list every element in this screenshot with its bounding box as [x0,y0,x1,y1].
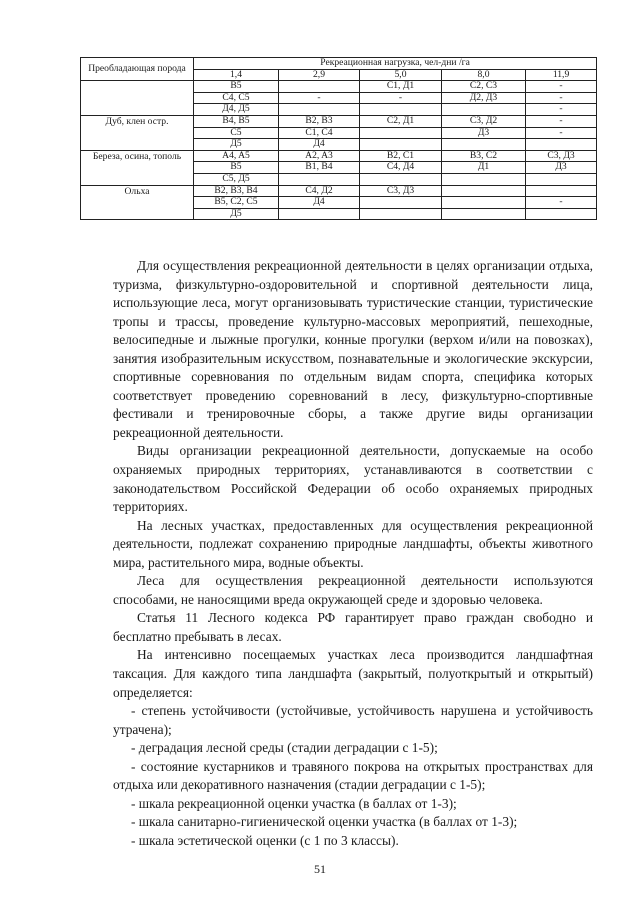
table-cell: C4, Д2 [279,185,360,197]
species-cell: Ольха [81,185,194,220]
table-cell: Д1 [442,162,526,174]
table-cell: A4, A5 [194,150,279,162]
table-cell: B3, C2 [442,150,526,162]
table-cell: C3, Д2 [442,115,526,127]
table-cell: Д5 [194,139,279,151]
table-cell: B5 [194,81,279,93]
table-cell: A2, A3 [279,150,360,162]
paragraph: Статья 11 Лесного кодекса РФ гарантирует право граждан свободно и бесплатно пребывать в лесах. [113,610,593,644]
table-cell: B2, B3 [279,115,360,127]
table-cell [360,127,442,139]
list-item: - шкала санитарно-гигиенической оценки участка (в баллах от 1-3); [131,814,518,830]
recreational-load-table [80,57,597,220]
table-cell: Д4 [279,197,360,209]
paragraph: Виды организации рекреационной деятельности, допускаемые на особо охраняемых природных территориях, устанавливаются в соответствии с законодательством Российской Федерации об особо охраняемых природных территориях. [113,443,593,515]
table-cell [360,208,442,220]
table-cell [360,173,442,185]
table-cell [360,104,442,116]
table-cell: C5, Д5 [194,173,279,185]
table-cell: C3, Д3 [526,150,597,162]
table-row [81,81,597,93]
table-cell: - [526,115,597,127]
table-cell: Д2, Д3 [442,92,526,104]
page-number: 51 [314,862,326,876]
species-cell [81,81,194,116]
table-row [81,185,597,197]
table-cell: - [526,92,597,104]
paragraph: На интенсивно посещаемых участках леса производится ландшафтная таксация. Для каждого типа ландшафта (закрытый, полуоткрытый и открытый) определяется: [113,647,593,700]
species-cell: Береза, осина, тополь [81,150,194,185]
table-cell: B2, B3, B4 [194,185,279,197]
table-cell [279,173,360,185]
load-level: 5,0 [360,69,442,81]
table-cell: B5 [194,162,279,174]
paragraph: На лесных участках, предоставленных для осуществления рекреационной деятельности, подлежат сохранению природные ландшафты, объекты животного мира, растительного мира, водные объекты. [113,517,593,570]
list-item: - состояние кустарников и травяного покрова на открытых пространствах для отдыха или декоративного назначения (стадии деградации с 1-5); [113,758,593,793]
table-cell [442,185,526,197]
list-item: - деградация лесной среды (стадии деградации с 1-5); [131,740,438,756]
table-cell: - [526,127,597,139]
body-text [113,257,593,851]
table-cell: C5 [194,127,279,139]
table-cell: - [360,92,442,104]
table-cell: - [526,197,597,209]
table-cell: Д3 [442,127,526,139]
table-cell: C3, Д3 [360,185,442,197]
table-cell: Д4, Д5 [194,104,279,116]
table-cell [279,81,360,93]
table-cell: C2, Д1 [360,115,442,127]
table-cell [526,185,597,197]
load-level: 1,4 [194,69,279,81]
table-cell: C2, C3 [442,81,526,93]
table-cell: C1, Д1 [360,81,442,93]
table-cell [442,197,526,209]
table-cell: - [526,81,597,93]
table-cell: C1, C4 [279,127,360,139]
load-level: 8,0 [442,69,526,81]
table-cell: B1, B4 [279,162,360,174]
table-cell: B2, C1 [360,150,442,162]
table-cell: - [279,92,360,104]
table-cell [526,139,597,151]
paragraph: Леса для осуществления рекреационной деятельности используются способами, не наносящими вреда окружающей среде и здоровью человека. [113,573,593,607]
table-cell: C4, Д4 [360,162,442,174]
table-cell: Д3 [526,162,597,174]
table-cell: B4, B5 [194,115,279,127]
paragraph: Для осуществления рекреационной деятельности в целях организации отдыха, туризма, физкультурно-оздоровительной и спортивной деятельности лица, использующие леса, могут организовывать туристические станции, туристические тропы и трассы, проведение культурно-массовых мероприятий, пешеходные, велосипедные и лыжные прогулки, конные прогулки (верхом и/или на повозках), занятия изобразительным искусством, познавательные и экологические экскурсии, спортивные соревнования по отдельным видам спорта, специфика которых соответствует проведению соревнований в лесу, физкультурно-спортивные фестивали и тренировочные сборы, а также другие виды организации рекреационной деятельности. [113,258,593,440]
table-cell [360,139,442,151]
table-cell: C4, C5 [194,92,279,104]
species-header: Преобладающая порода [81,58,194,81]
table-cell: Д5 [194,208,279,220]
table-cell [442,173,526,185]
table-cell [442,104,526,116]
species-cell: Дуб, клен остр. [81,115,194,150]
table-row [81,115,597,127]
table-cell [442,139,526,151]
load-header: Рекреационная нагрузка, чел-дни /га [194,58,597,70]
table-cell: B5, C2, C5 [194,197,279,209]
table-cell [279,208,360,220]
list-item: - шкала рекреационной оценки участка (в баллах от 1-3); [131,795,457,811]
table-cell [526,208,597,220]
list-item: - шкала эстетической оценки (с 1 по 3 классы). [131,832,399,848]
table-cell [279,104,360,116]
table-row [81,150,597,162]
table-cell: - [526,104,597,116]
table-cell [526,173,597,185]
table-cell [360,197,442,209]
load-level: 11,9 [526,69,597,81]
load-level: 2,9 [279,69,360,81]
table-cell: Д4 [279,139,360,151]
table-cell [442,208,526,220]
list-item: - степень устойчивости (устойчивые, устойчивость нарушена и устойчивость утрачена); [113,703,593,737]
